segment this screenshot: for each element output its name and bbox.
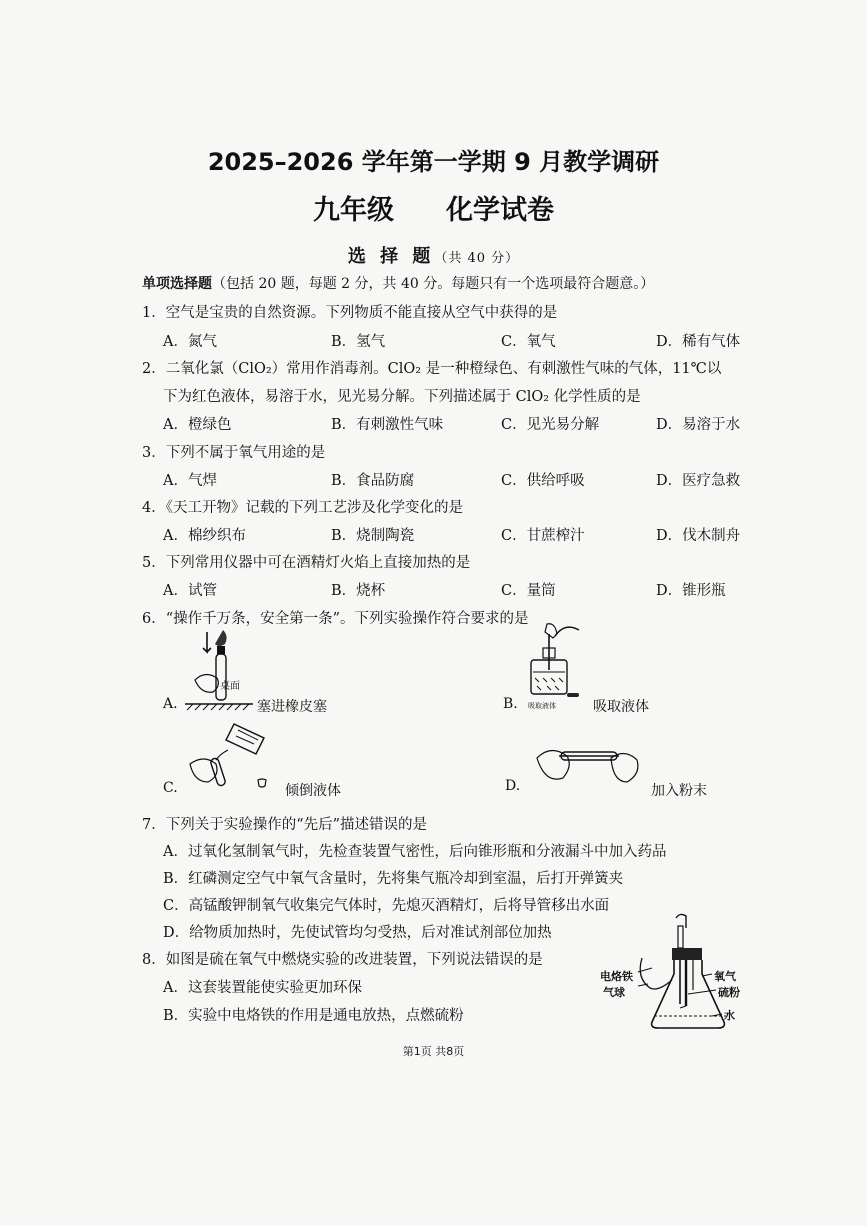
grade-label: 九年级 bbox=[313, 195, 394, 226]
section-heading bbox=[0, 242, 867, 268]
question-2-stem-line2: 下为红色液体，易溶于水，见光易分解。下列描述属于 ClO₂ 化学性质的是 bbox=[163, 389, 641, 405]
q6-b-small-label: 吸取液体 bbox=[528, 702, 556, 710]
q8-option-b: B．实验中电烙铁的作用是通电放热，点燃硫粉 bbox=[163, 1008, 464, 1024]
q8-option-a: A．这套装置能使实验更加环保 bbox=[163, 980, 362, 996]
q3-option-a: A．气焊 bbox=[163, 473, 217, 489]
q3-option-c: C．供给呼吸 bbox=[501, 473, 585, 489]
q5-option-c: C．量筒 bbox=[501, 583, 556, 599]
q6-option-b-label: 吸取液体 bbox=[593, 699, 649, 715]
q6-option-c-label: 倾倒液体 bbox=[285, 783, 341, 799]
q6-b-cap bbox=[566, 692, 580, 698]
q6-figure-b bbox=[525, 622, 585, 702]
q4-option-d: D．伐木制舟 bbox=[656, 528, 741, 544]
q5-option-a: A．试管 bbox=[163, 583, 217, 599]
question-3-stem: 3．下列不属于氧气用途的是 bbox=[142, 445, 326, 461]
q8-label-oxygen: 氧气 bbox=[714, 970, 736, 983]
q7-option-c: C．高锰酸钾制氧气收集完气体时，先熄灭酒精灯，后将导管移出水面 bbox=[163, 898, 610, 914]
section-instruction bbox=[142, 273, 654, 293]
q6-option-a-label: 塞进橡皮塞 bbox=[257, 699, 327, 715]
subject-label: 化学试卷 bbox=[446, 195, 554, 226]
question-1-stem: 1．空气是宝贵的自然资源。下列物质不能直接从空气中获得的是 bbox=[142, 305, 558, 321]
q7-option-a: A．过氧化氢制氧气时，先检查装置气密性，后向锥形瓶和分液漏斗中加入药品 bbox=[163, 844, 667, 860]
q4-option-b: B．烧制陶瓷 bbox=[331, 528, 415, 544]
instruction-bold: 单项选择题 bbox=[142, 276, 212, 292]
q6-option-b-letter: B. bbox=[503, 696, 518, 712]
q8-label-water: 水 bbox=[724, 1009, 735, 1022]
q5-option-b: B．烧杯 bbox=[331, 583, 386, 599]
q4-option-a: A．棉纱织布 bbox=[163, 528, 246, 544]
q6-option-a-letter: A. bbox=[163, 696, 178, 712]
q2-option-c: C．见光易分解 bbox=[501, 417, 600, 433]
q1-option-b: B．氢气 bbox=[331, 334, 386, 350]
question-8-stem: 8．如图是硫在氧气中燃烧实验的改进装置，下列说法错误的是 bbox=[142, 952, 543, 968]
q6-c-stopper bbox=[257, 778, 267, 788]
question-6-stem: 6．“操作千万条，安全第一条”。下列实验操作符合要求的是 bbox=[142, 611, 529, 627]
section-name: 选 择 题 bbox=[347, 246, 435, 267]
q8-label-balloon: 气球 bbox=[603, 986, 625, 999]
q2-option-b: B．有刺激性气味 bbox=[331, 417, 444, 433]
q1-option-a: A．氮气 bbox=[163, 334, 217, 350]
q4-option-c: C．甘蔗榨汁 bbox=[501, 528, 585, 544]
q1-option-d: D．稀有气体 bbox=[656, 334, 741, 350]
q2-option-d: D．易溶于水 bbox=[656, 417, 741, 433]
q8-label-iron: 电烙铁 bbox=[600, 970, 633, 983]
q2-option-a: A．橙绿色 bbox=[163, 417, 232, 433]
q7-option-b: B．红磷测定空气中氧气含量时，先将集气瓶冷却到室温，后打开弹簧夹 bbox=[163, 871, 624, 887]
question-5-stem: 5．下列常用仪器中可在酒精灯火焰上直接加热的是 bbox=[142, 555, 471, 571]
q5-option-d: D．锥形瓶 bbox=[656, 583, 726, 599]
section-score: （共 40 分） bbox=[434, 251, 520, 266]
q6-a-table-label: 桌面 bbox=[220, 681, 240, 692]
q6-figure-d bbox=[533, 738, 643, 798]
q6-option-d-letter: D. bbox=[505, 778, 521, 794]
exam-title: 2025–2026 学年第一学期 9 月教学调研 bbox=[207, 148, 660, 176]
instruction-text: （包括 20 题，每题 2 分，共 40 分。每题只有一个选项最符合题意。） bbox=[212, 276, 655, 292]
q6-figure-a bbox=[185, 628, 255, 713]
question-2-stem: 2．二氧化氯（ClO₂）常用作消毒剂。ClO₂ 是一种橙绿色、有刺激性气味的气体，11℃以 bbox=[142, 361, 722, 377]
q3-option-b: B．食品防腐 bbox=[331, 473, 415, 489]
question-7-stem: 7．下列关于实验操作的“先后”描述错误的是 bbox=[142, 817, 428, 833]
page-footer: 第1页 共8页 bbox=[402, 1045, 465, 1058]
q8-label-sulfur: 硫粉 bbox=[718, 986, 740, 999]
q1-option-c: C．氧气 bbox=[501, 334, 556, 350]
q3-option-d: D．医疗急救 bbox=[656, 473, 741, 489]
q7-option-d: D．给物质加热时，先使试管均匀受热，后对准试剂部位加热 bbox=[163, 925, 552, 941]
question-4-stem: 4．《天工开物》记载的下列工艺涉及化学变化的是 bbox=[142, 500, 463, 516]
q6-option-d-label: 加入粉末 bbox=[651, 783, 707, 799]
q6-option-c-letter: C. bbox=[163, 780, 178, 796]
exam-subtitle bbox=[0, 188, 867, 227]
